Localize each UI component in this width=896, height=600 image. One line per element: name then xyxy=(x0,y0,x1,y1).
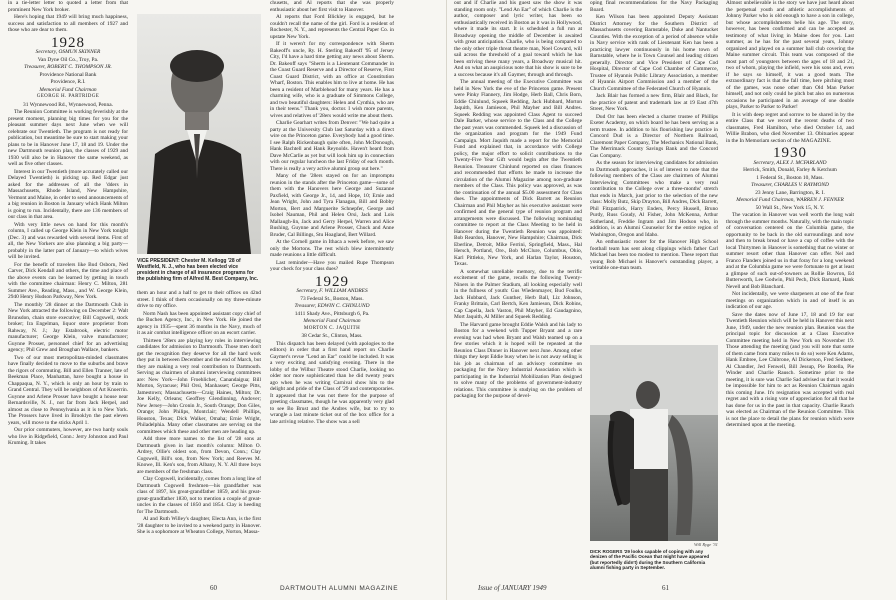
class-year-heading: 1930 xyxy=(773,145,807,161)
memorial-fund-title: Memorial Fund Chairman xyxy=(303,318,361,324)
paragraph: Thirteen '28ers are playing key roles in interviewing candidates for admission to Dartmouth. Those men don't get the recognition they deserve for all the hard work they put in between December and the end of March, but they are making a very real contribution to Dartmouth. Serving as chairmen of alumni interviewing committees are: New York—John Froehlicher, Canandaigua; Bill Morton, Syracuse; Phil Orsi, Manhasset; George Pitts, Jamestown; Massachusetts—Craig Haines, Milton; Dr. Joe Kelly, Orleans; Geoffrey Glendinning, Andover; New Jersey—John Cronin Jr., South Orange; Don Giles, Orange; John Philips, Montclair; Wendell Phillips, Houston, Texas; Dick Walker, Omaha; Ernie Wright, Philadelphia. Many other classmates are serving on the committees which these and other men are heading up. xyxy=(137,337,261,435)
paragraph: chusetts, and Al reports that she was properly enthusiastic about her first visit to Hanover. xyxy=(270,0,394,13)
left-column-3 xyxy=(270,0,394,580)
paragraph: This dispatch has been delayed (with apologies to the editors) in order that a first hand report on Charlie Gaymer's revue "Lend an Ear" could be included. It was a very exciting and satisfying evening. There in the lobby of the Wilbur Theatre stood Charlie, looking no older nor more sophisticated than he did twenty years ago when he was writing Carnival show hits to the delight and pride of the Class of '29 and contemporaries. It appeared that he was not there for the purpose of greeting classmates, though he was apparently very glad to see Bo Brust and the Andres wife, but to try to wrangle a last minute ticket out of the box office for a late arriving relative. The show was a sell xyxy=(270,340,394,425)
paragraph: in a tie-letter letter to quoted a letter from that prominent New York broker. xyxy=(8,0,128,13)
right-column-2 xyxy=(590,0,718,340)
treasurer-address: 1411 Shady Ave., Pittsburgh 6, Pa. xyxy=(294,310,370,317)
memorial-fund-title: Memorial Fund Chairman xyxy=(39,86,97,93)
paragraph: An enthusiastic rooter for the Hanover High School football team has sent along clippings which father Carl Michael has been too modest to mention. These report that young Bob Michael is Hanover's outstanding player, a veritable one-man team. xyxy=(590,239,718,271)
left-column-1 xyxy=(8,0,128,580)
memorial-fund-name: GEORGE H. PARTRIDGE xyxy=(36,94,100,99)
paragraph: For the benefit of travelers like Bud Osborn, Ned Carver, Dick Kendall and others, the time and place of the above events can be learned by getting in touch with the committee chairman: Henry C. Milton, 281 Summer Ave., Reading, Mass., and W. George Klein, 2940 Henry Hudson Parkway, New York. xyxy=(8,261,128,300)
right-page xyxy=(448,0,896,600)
fishing-photo xyxy=(590,345,718,541)
paragraph: them an hour and a half to get to their offices on 42nd street. I think of them occasionally on my three-minute drive to my office. xyxy=(137,290,261,309)
memorial-fund-address: 50 Wall St., New York 15, N. Y. xyxy=(755,204,825,211)
memorial-fund-address: 38 Cedar St., Clinton, Mass. xyxy=(301,333,363,339)
paragraph: Two of our most metropolitan-minded classmates have finally decided to move to the suburbs and brave the rigors of commuting. Bill and Ellen Tranner, late of Beekman Place, Manhattan, have bought a house in Chappaqua, N. Y., which is only an hour by train to Grand Central. They will be neighbors of Art Knoerrin. Guynne and Arlene Prosser have bought a house near Bernardsville, N. J., not far from Jack Herpel, and almost as close to Pennsylvania as it is to New York. The Prossers have lived in Brooklyn the past eleven years, will move to the sticks April 1. xyxy=(8,354,128,426)
left-column-2 xyxy=(137,290,261,580)
paragraph: At the Cornell game in Ithaca a week before, we saw only the Mortons. The rest which blew intermittently made reunions a little difficult. xyxy=(270,239,394,258)
paragraph: Here's hoping that 1949 will bring much happiness, success and satisfaction to all members of 1927 and those who are dear to them. xyxy=(8,14,128,33)
fisherman-with-fish-icon xyxy=(590,345,718,541)
secretary-address-line-2: 1 Federal St., Boston 10, Mass. xyxy=(756,174,824,181)
paragraph: Our prior commuters, however, are two hardy souls who live in Ridgefield, Conn.: Jerry Johnston and Paul Kruming. It takes xyxy=(8,427,128,446)
paragraph: If it weren't for my correspondence with Sherm Bakeoff's uncle, Ry. H. Sterling Bakeoff '95 of Jersey City, I'd have a hard time getting any news about Sherm. Dr. Bakeoff says "Sherm is a Lieutenant Commander in the Coast Guard Reserve and a Director of Reserve, First Coast Guard District, with an office at Constitution Wharf, Boston. This enables him to live at home. He has been a resident of Marblehead for many years. He has a charming wife, who is a graduate of Simmons College, and two beautiful daughters: Helen and Cynthia, who are in their teens." Thank you, doctor. I wish more parents, wives and relatives of '28ers would write me about them. xyxy=(270,41,394,119)
paragraph: oping final recommendations for the Navy Packaging Board. xyxy=(590,0,718,13)
paragraph: Al reports that Ford Blickley is engaged, but he couldn't recall the name of the girl. Ford is a resident of Rochester, N. Y., and represents the Central Paper Co. in upstate New York. xyxy=(270,14,394,40)
paragraph: Almost unbelievable is the story we have just heard about the perpetual youth and athletic accomplishments of Johnny Parker who is old enough to have a son in college, but whose accomplishments belie his age. The story, however, has been confirmed and can be accepted as testimony of what living in Maine does for you. Last summer, as he has for the past several years, Johnny organized and played on a summer ball club covering the Maine summer circuit. This team was composed of the most part of youngsters between the ages of 18 and 21, two of whom, playing the infield, were his sons and, even if he says so himself, it was a good team. The extraordinary fact is that the fall time, here pitching most of the games, was none other than Old Man Parker himself, and not only could he pitch but also on numerous occasions he participated in an average of one double plays, Parker to Parker to Parker! xyxy=(726,0,854,110)
secretary-title: Secretary, OSMUN SKINNER xyxy=(35,49,101,55)
memorial-fund-name: MORTON C. JAQUITH xyxy=(303,325,361,331)
page-number: 61 xyxy=(662,584,669,592)
treasurer-title: Treasurer, CHARLES V. RAYMOND xyxy=(751,182,829,188)
secretary-address: 73 Federal St., Boston, Mass. xyxy=(300,295,364,302)
page-gutter xyxy=(446,0,447,600)
secretary-address: Van Dyne Oil Co., Troy, Pa. xyxy=(37,56,99,63)
paragraph: Last reminder—Have you mailed Rupe Thompson your check for your class dues? xyxy=(270,259,394,272)
paragraph: Interest in our Twentieth (more accurately called our Delayed Twentieth) is picking up. Red Edgar just asked for the addresses of all the 'dders in Massachusetts, Rhode Island, New Hampshire, Vermont and Maine, in order to send announcements of a big reunion in Boston in January which Hank Milton is going to run. Incidentally, there are 136 members of our class in that area. xyxy=(8,168,128,220)
paragraph: As the season for interviewing candidates for admission to Dartmouth approaches, it is of interest to note that the following members of the Class are chairmen of Alumni Interviewing Committees who make a very real contribution to the College over a three-months' stretch that ends in March, just prior to the selection of the new class: Molly Butz, Skip Drayton, Bill Andres, Dick Barrett, Phil Fitzpatrick, Harry Enders, Percy Hussell, Bruno Purdy, Russ Goudy, Al Fisher, John McKenna, Arthur Sutherland, Freddie Ingram and Jim Hodson who, in addition, is an Alumni Counselor for the entire region of Washington, Oregon and Idaho. xyxy=(590,160,718,238)
paragraph: The vacation in Hanover was well worth the long wait through the summer months. Naturally, with the main topic of conversation centered on the Columbia game, the opportunity to be back in the old surroundings and now and then to break bread or have a cup of coffee with the local Thirtymen in Hanover is something that no winter or summer resort other than Hanover can offer. Nel and Franco Flanders joined us in that foray for a long weekend and at the Columbia game we were fortunate to get at least a glimpse of such out-of-towners as Rollie Bowron, Ed Butterworth, Lee Godwin, Phil Pech, Dick Barnard, Hank Nevell and Bob Blanchard. xyxy=(726,212,854,290)
secretary-title: Secretary, ALEX J. MCFARLAND xyxy=(753,159,827,166)
right-column-3 xyxy=(726,0,854,580)
class-year-heading: 1928 xyxy=(51,34,85,51)
paragraph: Save the dates now of June 17, 18 and 19 for our Twentieth Reunion which will be held in Hanover this next June, 1949, under the new reunion plan. Reunion was the principal topic for discussion at a Class Executive Committee meeting held in New York on November 19. Those attending the meeting (and you will note that some of them came from many miles to do so) were Ken Adams, Hank Embree, Lee Chibrone, Al Dickerson, Fred Seitheer, Al Chandler, Jed Fenwell, Bill Jessup, Pie Botella, Pie Winder and Charlie Rausch. Sometime prior to the meeting, it is sure was Charlie Sad advised us that it would be impossible for him to act as Reunion Chairman again this coming June. It's resignation was accepted with real regret and with a rising vote of appreciation for all that he has done for us in the past in that capacity. Charlie Rauch was elected as Chairman of the Reunion Committee. This is not the place to detail the plans for reunion which were determined upon at the meeting. xyxy=(726,311,854,428)
paragraph: The annual meeting of the Executive Committee was held in New York the eve of the Princeton game. Present were Pinky Flannery, Jim Hodge, Herb Ball, Chris Born, Eddie Chinlund, Squeek Redding, Jack Hubbard, Morton Jaquith, Ken Jamieson, Phil Mayher and Bill Andres. Squeek Redding was appointed Class Agent to succeed Dale Barker, whose service to the Class and the College the past years was commended. Squeek led a discussion of the organization and program for the 1949 Fund Campaign. Mort Jaquith made a report for the Memorial Fund and explained that, in accordance with College policy, the major effort to solicit contributions to the Twenty-Five Year Gift would begin after the Twentieth Reunion. Treasurer Chinlund reported on class finances and recommended that efforts be made to increase the circulation of the Alumni Magazine among non-graduate members of the Class. This policy was approved, as was the continuation of the annual $5.00 assessment for Class dues. The appointments of Dick Barrett as Reunion Chairman and Phil Mayher as his executive assistant were confirmed and the general type of reunion program and arrangements were discussed. The following nominating committee to report at the Class Meeting to be held in Hanover during the Twentieth Reunion was appointed: Bob Reardon, Hanover, New Hampshire; Chairman, Dick Eberline, Detroit, Mike Ferrini, Springfield, Mass., Hal Hersch, Portland, Ore., Bob McClure, Columbus, Ohio, Karl Pittleko, New York, and Harlan Taylor, Houston, Texas. xyxy=(454,79,582,267)
photo-caption: VICE PRESIDENT: Chester M. Kellogg '28 of Westfield, N. J., who has been elected vice president in charge of all insurance programs for the publishing firm of Alfred M. Best Company, Inc. xyxy=(137,258,259,282)
photo-caption: DICK ROGERS '29 looks capable of coping with any denizen of the Pacific Ocean that might have appeared (but reportedly didn't) during the Southern California alumni fishing party in September. xyxy=(590,549,710,571)
paragraph: Al and Ruth Willey's daughter, Electa Ann, is the first '28 daughter to be invited to a weekend party in Hanover. She is a sophomore at Wheaton College, Norton, Massa- xyxy=(137,516,261,535)
paragraph: out and if Charlie and his guest saw the show it was standing room only. "Lend An Ear" of which Charlie is the author, composer and lyric writer, has been so enthusiastically received in Boston as it was in Hollywood, where it made its start. It is scheduled a full run at Broadway opening the middle of December is awaited with great anticipation. Charlie, who is being compared to the only other triple threat theatre man, Noel Coward, will sail across the threshold of a goal toward which he has been striving these many years, a Broadway musical hit. And on what an auspicious note that his show is sure to be a success because it's all Gaymer, through and through. xyxy=(454,0,582,78)
paragraph: Not incidentally, we were sharpeners at one of the four meetings on organization which in and of itself is an indication of our age. xyxy=(726,291,854,310)
paragraph: Dud Orr has been elected a charter trustee of Phillips Exeter Academy, on which board he has been serving as a term trustee. In addition to his flourishing law practice in Concord Dud is a Director of Northern Railroad, Claremont Paper Company, The Mechanics National Bank, The Merrimack County Savings Bank and the Concord Gas Company. xyxy=(590,113,718,159)
paragraph: Ken Wilson has been appointed Deputy Assistant District Attorney for the Southern District of Massachusetts covering Barnstable, Duke and Nantucket Counties. With the exception of a period of absence while in Navy service with rank of Lieutenant Ken has been a practicing lawyer continuously in his home town of Barnstable, where he is Town Counsel and leading citizen generally. Director and Vice President of Cape Cod Hospital, Director of Cape Cod Chamber of Commerce, Trustee of Hyannis Public Library Association, a member of Hyannis Airport Commission and a member of the Church Committee of the Federated Church of Hyannis. xyxy=(590,14,718,92)
class-year-heading: 1929 xyxy=(315,273,349,290)
paragraph: Clay Cogswell, incidentally, comes from a long line of Dartmouth Cogswell freshmen—his grandfather was class of 1897, his great-grandfather 1859, and his great-great-grandfather 1830, not to mention a couple of great-uncles in the classes of 1850 and 1854. Clay is heeding for The Dartmouth. xyxy=(137,476,261,515)
paragraph: Add three more names to the list of '28 sons at Dartmouth given in last month's column: Milton O. Ardrey, Ollie's oldest son, from Devon, Conn.; Clay Cogswell, Bill's son, from New York; and Reeves M. Knowe, Ill. Ken's son, from Albany, N. Y. All three boys are members of the freshman class. xyxy=(137,436,261,475)
right-column-1 xyxy=(454,0,582,580)
photo-credit: Will Ryge '31 xyxy=(694,542,718,547)
paragraph: The Reunion Committee is working feverishly at the present moment, planning big times for you for the pleasant summer days next June when we will celebrate our Twentieth. The program is not ready for publication, but meantime be sure to start making your plans to be in Hanover June 17, 18 and 19. Under the new Dartmouth reunion plan, the classes of 1929 and 1930 will also be in Hanover the same weekend, as well as five other classes. xyxy=(8,109,128,167)
treasurer-title: Treasurer, ROBERT C. THOMPSON JR. xyxy=(24,64,112,70)
paragraph: With very little news on hand for this month's column, I called up George Klein in New York tonight (Dec. 3) and was rewarded with several items. First of all, the New Yorkers are also planning a big party—probably in the latter part of January—to which wives will be invited. xyxy=(8,221,128,260)
page-number: 60 xyxy=(210,584,217,592)
secretary-title: Secretary, F. WILLIAM ANDRES xyxy=(296,288,368,294)
magazine-title: DARTMOUTH ALUMNI MAGAZINE xyxy=(280,585,399,592)
paragraph: Charlie Gearhart writes from Denver: "We had quite a party at the University Club last Saturday with a direct wire on the Princeton game. Everybody had a good time. I see Ralph Rickenbaugh quite often, John McDonough, Hank Bachtell and Hank Reynolds. Haven't heard from Dave McCarlie as yet but will look him up in connection with our regular luncheon the last Friday of each month. There is really a very active alumni group out here." xyxy=(270,120,394,172)
paragraph: Many of the '28ers stayed on for an impromptu reunion in the stands after the Princeton game—some of them with the Hanovers here George and Suzanne Paxfield, with George Jr., 14, and Hope, 10; Ernie and Jean Wright, John and Tyra Flanagan, Bill and Bobby Morton, Bert and Marguerite Schnepfer, George and Isobel Nauman, Phil and Helen Orsi, Jack and Lois Mallaugh-lin, Jack and Gerry Herpel, Warren and Alice Bushing, Guynne and Arlene Prosser, Chuck and Anne Bruder, Cal Billings, Stu Hoagland, Bert Willard. xyxy=(270,173,394,238)
paragraph: It is with deep regret and sorrow to be shared in by the entire Class that we record the recent deaths of two classmates, Fred Hamilton, who died October 14, and Willie Brabon, who died November 13. Obituaries appear in the In Memoriam section of the MAGAZINE. xyxy=(726,111,854,144)
treasurer-address: 23 Jenny Lane, Barrington, R. I. xyxy=(755,189,825,196)
portrait-photo xyxy=(137,14,261,254)
memorial-fund-address: 31 Wynnewood Rd., Wynnewood, Penna. xyxy=(23,101,113,108)
paragraph: A somewhat unreliable memory, due to the terrific excitement of the game, recalls the following Twenty-Niners in the Palmer Stadium, all looking especially well in the fullness of youth: Gus Wiedenmayer, Bud Foulks, Jack Hubbard, Jack Gunther, Herb Ball, Liz Johnson, Franky Brittain, Carl Bertch, Ken Jamieson, Dick Robins, Cap Capella, Jack Vaston, Phil Mayher, Ed Gaudagnino, Mort Jaquith, Al Miller and Squeek Redding. xyxy=(454,268,582,320)
treasurer-title: Treasurer, EDWIN C. CHINLUND xyxy=(294,303,370,309)
treasurer-city: Providence, R.I. xyxy=(50,79,86,85)
issue-date: Issue of JANUARY 1949 xyxy=(478,584,547,592)
treasurer-address: Providence National Bank xyxy=(39,71,97,78)
secretary-address: Herrick, Smith, Donald, Farley & Ketchum xyxy=(743,167,837,173)
memorial-fund-title: Memorial Fund Chairman, WARREN J. FENNER xyxy=(736,197,844,203)
paragraph: The monthly '28 dinner at the Dartmouth Club in New York attracted the following on December 2: Walt Brunsdon, chain store executive; Bill Cogswell, stock broker; Ira Engelman, liquor store proprietor from Rahway, N. J.; Jay Estabrook, electric motor manufacturer; George Klein, valve manufacturer; Guynne Prosser, personnel chief for an advertising agency; Phil Grew and Broughan Wallace, bankers. xyxy=(8,301,128,353)
portrait-figure-icon xyxy=(137,14,261,254)
paragraph: Jack Blair has formed a new firm, Blair and Black, for the practice of patent and trademark law at 19 East 47th Street, New York. xyxy=(590,93,718,112)
paragraph: The Harvard game brought Eddie Walsh and his lady to Boston for a weekend with Tupper Bryant and a rare evening was had when Bryant and Walsh teamed up on a few stories which it is hoped will be repeated at the Reunion Class Dinner in Hanover next June. Among other things they kept Eddie busy when he is not away selling is his job as chairman of an advisory committee on packaging for the Navy Industrial Association which is participating in the Industrial Mobilization Plan designed to solve many of the problems of government-industry relations. This committee is studying on the problem of packaging for the purpose of devel- xyxy=(454,321,582,399)
paragraph: Norm Nash has been appointed assistant copy chief of the Buchen Agency, Inc., in New York. He joined the agency in 1935—spent 36 months in the Navy, much of it as air combat intelligence officer on an escort carrier. xyxy=(137,310,261,336)
